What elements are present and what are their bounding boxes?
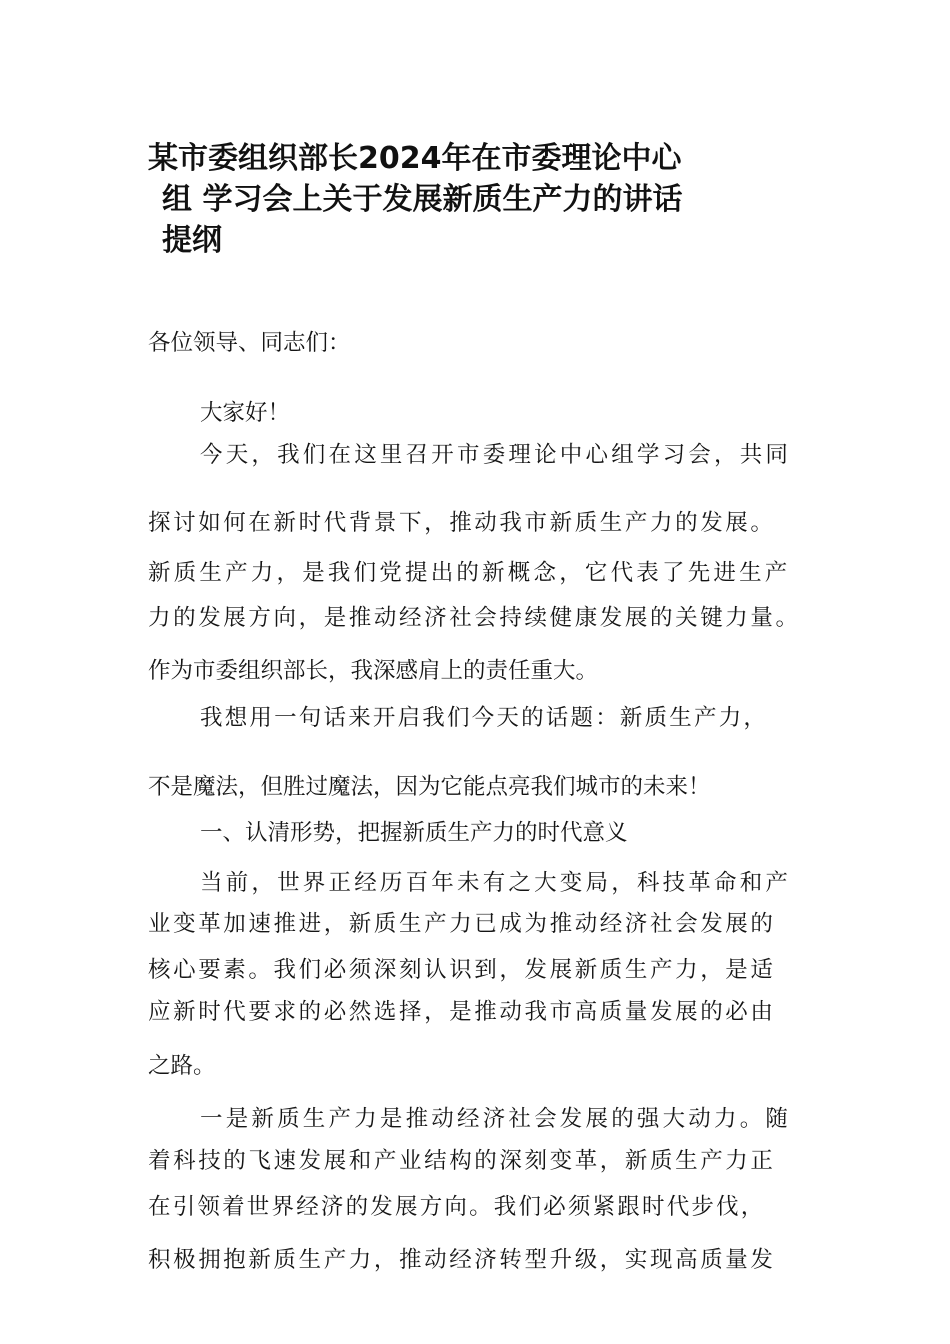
body-line: 不是魔法，但胜过魔法，因为它能点亮我们城市的未来！ (148, 774, 711, 800)
greeting: 大家好！ (200, 400, 291, 426)
title-line-3: 提纲 (162, 223, 222, 258)
document-title (148, 138, 788, 261)
body-line: 在引领着世界经济的发展方向。我们必须紧跟时代步伐， (148, 1194, 766, 1220)
body-line: 积极拥抱新质生产力，推动经济转型升级，实现高质量发 (148, 1247, 776, 1273)
body-line: 一是新质生产力是推动经济社会发展的强大动力。随 (200, 1106, 792, 1132)
body-line: 力的发展方向，是推动经济社会持续健康发展的关键力量。 (148, 605, 801, 631)
body-line: 应新时代要求的必然选择，是推动我市高质量发展的必由 (148, 999, 776, 1025)
body-line: 今天，我们在这里召开市委理论中心组学习会，共同 (200, 442, 792, 468)
body-line: 作为市委组织部长，我深感肩上的责任重大。 (148, 658, 599, 684)
body-line: 我想用一句话来开启我们今天的话题：新质生产力， (200, 705, 769, 731)
body-line: 之路。 (148, 1053, 216, 1079)
body-line: 当前，世界正经历百年未有之大变局，科技革命和产 (200, 870, 792, 896)
section-heading: 一、认清形势，把握新质生产力的时代意义 (200, 820, 628, 846)
body-line: 探讨如何在新时代背景下，推动我市新质生产力的发展。 (148, 510, 776, 536)
salutation: 各位领导、同志们： (148, 330, 351, 356)
title-line-2: 组 学习会上关于发展新质生产力的讲话 (162, 182, 683, 217)
body-line: 业变革加速推进，新质生产力已成为推动经济社会发展的 (148, 911, 776, 937)
body-line: 着科技的飞速发展和产业结构的深刻变革，新质生产力正 (148, 1148, 776, 1174)
title-line-1: 某市委组织部长2024年在市委理论中心 (148, 141, 682, 176)
body-line: 新质生产力，是我们党提出的新概念，它代表了先进生产 (148, 560, 791, 586)
body-line: 核心要素。我们必须深刻认识到，发展新质生产力，是适 (148, 957, 776, 983)
